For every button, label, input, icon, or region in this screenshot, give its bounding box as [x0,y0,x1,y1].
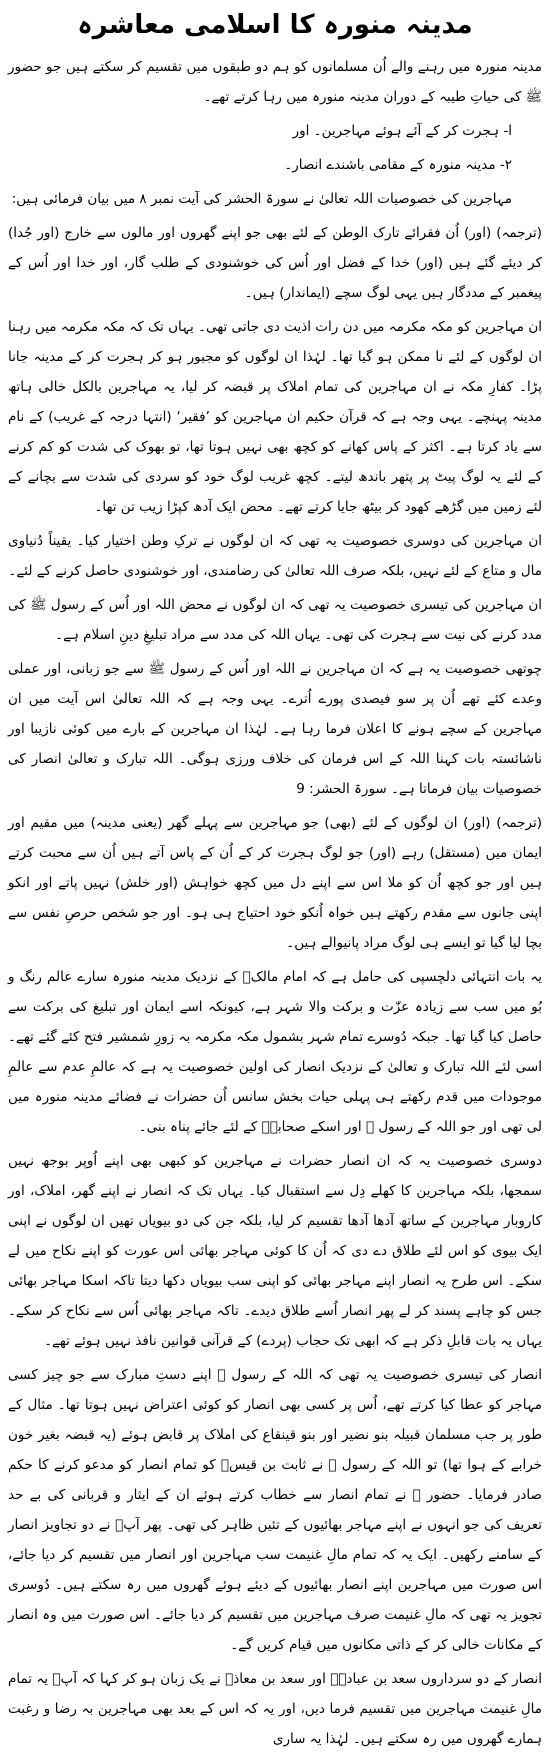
translation-al-hashr-9: (ترجمہ) (اور) ان لوگوں کے لئے (بھی) جو مہاجرین سے پہلے گھر (یعنی مدینہ) میں مقیم اور ایمان میں (مستقل) رہے (اور) جو لوگ ہجرت کر کے اُن کے پاس آتے ہیں اُن سے محبت کرتے ہیں اور جو کچھ اُن کو ملا اس سے اپنے دل میں کچھ خواہش (اور خلش) نہیں پاتے اور انکو اپنی جانوں سے مقدم رکھتے ہیں خواہ اُنکو خود احتیاج ہی ہو۔ اور جو شخص حرصِ نفس سے بچا لیا گیا تو ایسے ہی لوگ مراد پانیوالے ہیں۔ [8,815,542,951]
paragraph-second-trait: ان مہاجرین کی دوسری خصوصیت یہ تھی کہ ان لوگوں نے ترکِ وطن اختیار کیا۔ یقیناً دُنیاوی مال و متاع کے لئے نہیں، بلکہ صرف اللہ تعالیٰ کی رضامندی، اور خوشنودی حاصل کرنے کے لئے۔ [8,533,542,579]
list-item-muhajireen: ا- ہجرت کر کے آئے ہوئے مہاجرین۔ اور [292,123,512,139]
muhajireen-traits-intro: مہاجرین کی خصوصیات اللہ تعالیٰ نے سورۃ الحشر کی آیت نمبر ۸ میں بیان فرمائی ہیں: [11,191,512,207]
paragraph-ansar-second-trait: دوسری خصوصیت یہ کہ ان انصار حضرات نے مہاجرین کو کبھی بھی اپنے اُوپر بوجھ نہیں سمجھا، بلکہ مہاجرین کا کھلے دِل سے استقبال کیا۔ یہاں تک کہ انصار نے اپنے گھر، املاک، اور کاروبار مہاجرین کے ساتھ آدھا آدھا تقسیم کر لیا، بلکہ جن کی دو بیویاں تھیں ان لوگوں نے اپنی ایک بیوی کو اس لئے طلاق دے دی کہ اُن کا کوئی مہاجر بھائی اس عورت کو اپنے نکاح میں لے سکے۔ اس طرح یہ انصار اپنے مہاجر بھائی کو اپنی سب بیویاں دکھا دیتا تاکہ اسکا مہاجر بھائی جس کو چاہے پسند کر لے پھر انصار اُسے طلاق دیدے۔ تاکہ مہاجر بھائی اُس سے نکاح کر سکے۔ یہاں یہ بات قابلِ ذکر ہے کہ ابھی تک حجاب (پردے) کے قرآنی قوانین نافذ نہیں ہوئے تھے۔ [8,1153,542,1349]
intro-paragraph: مدینہ منورہ میں رہنے والے اُن مسلمانوں کو ہم دو طبقوں میں تقسیم کر سکتے ہیں جو حضور ﷺ کی حیاتِ طیبہ کے دوران مدینہ منورہ میں رہا کرتے تھے۔ [8,59,542,105]
paragraph-ansar-leaders: انصار کے دو سرداروں سعد بن عبادہؓ اور سعد بن معاذؓ نے یک زبان ہو کر کہا کہ آپؐ یہ تمام مالِ غنیمت مہاجرین میں تقسیم فرما دیں، اور یہ کہ اس کے بعد بھی مہاجرین بہ رضا و رغبت ہمارے گھروں میں رہ سکتے ہیں۔ لہٰذا یہ ساری [8,1671,542,1747]
list-item-ansar: ۲- مدینہ منورہ کے مقامی باشندے انصار۔ [284,157,512,173]
page-title: مدینہ منورہ کا اسلامی معاشرہ [77,10,473,40]
paragraph-madinah-virtue: یہ بات انتہائی دلچسپی کی حامل ہے کہ امام مالکؒ کے نزدیک مدینہ منورہ سارے عالم رنگ و بُو میں سب سے زیادہ عزّت و برکت والا شہر ہے، کیونکہ اسے ایمان اور تبلیغ کی برکت سے حاصل کیا گیا تھا۔ جبکہ دُوسرے تمام شہر بشمول مکہ مکرمہ بہ زورِ شمشیر فتح کئے گئے تھے۔ اسی لئے اللہ تبارک و تعالیٰ کے نزدیک انصار کی اولین خصوصیت یہ ہے کہ عالمِ عدم سے عالمِ موجودات میں قدم رکھتے ہی پہلی حیات بخش سانس اُن حضرات نے فضائے مدینہ منورہ میں لی تھی اور جو اللہ کے رسول ﷺ اور اسکے صحابہؓ کے لئے جائے پناہ بنی۔ [8,969,542,1135]
paragraph-ansar-third-trait: انصار کی تیسری خصوصیت یہ تھی کہ اللہ کے رسول ﷺ اپنے دستِ مبارک سے جو چیز کسی مہاجر کو عطا کیا کرتے تھے، اُس پر کسی بھی انصار کو کوئی اعتراض نہیں ہوتا تھا۔ مثال کے طور پر جب مسلمان قبیلہ بنو نضیر اور بنو قینقاع کی املاک پر قابض ہوئے (یہ قبضہ بغیر خون خرابے کے ہوا تھا) تو اللہ کے رسول ﷺ نے ثابت بن قیسؓ کو تمام انصار کو مدعو کرنے کا حکم صادر فرمایا۔ حضور ﷺ نے تمام انصار سے خطاب کرتے ہوئے ان کے ایثار و قربانی کی بے حد تعریف کی جو انہوں نے اپنے مہاجر بھائیوں کے تئیں ظاہر کی تھی۔ پھر آپؐ نے دو تجاویز انصار کے سامنے رکھیں۔ ایک یہ کہ تمام مالِ غنیمت سب مہاجرین اور انصار میں تقسیم کر دیا جائے، اس صورت میں مہاجرین اپنے انصار بھائیوں کے دیئے ہوئے گھروں میں رہ سکتے ہیں۔ دُوسری تجویز یہ تھی کہ مالِ غنیمت صرف مہاجرین میں تقسیم کر دیا جائے۔ اس صورت میں وہ انصار کے مکانات خالی کر کے ذاتی مکانوں میں قیام کریں گے۔ [8,1367,542,1653]
paragraph-fourth-trait: چوتھی خصوصیت یہ ہے کہ ان مہاجرین نے اللہ اور اُس کے رسول ﷺ سے جو زبانی، اور عملی وعدے کئے تھے اُن پر سو فیصدی پورے اُترے۔ یہی وجہ ہے کہ اللہ تعالیٰ اس آیت میں ان مہاجرین کے سچے ہونے کا اعلان فرما رہا ہے۔ لہٰذا ان مہاجرین کے بارے میں کوئی نازیبا اور ناشائستہ بات کہنا اللہ کے اس فرمان کی خلاف ورزی ہوگی۔ اللہ تبارک و تعالیٰ انصار کی خصوصیات بیان فرماتا ہے۔ سورۃ الحشر: 9 [8,661,542,797]
translation-al-hashr-8: (ترجمہ) (اور) اُن فقرائے تارک الوطن کے لئے بھی جو اپنے گھروں اور مالوں سے خارج (اور جُدا) کر دیئے گئے ہیں (اور) خدا کے فضل اور اُس کی خوشنودی کے طلب گار، اور خدا اور اُس کے پیغمبر کے مددگار ہیں یہی لوگ سچے (ایماندار) ہیں۔ [8,225,542,301]
paragraph-makkah-hardships: ان مہاجرین کو مکہ مکرمہ میں دن رات اذیت دی جاتی تھی۔ یہاں تک کہ مکہ مکرمہ میں رہنا ان لوگوں کے لئے نا ممکن ہو گیا تھا۔ لہٰذا ان لوگوں کو مجبور ہو کر ہجرت کر کے مدینہ جانا پڑا۔ کفارِ مکہ نے ان مہاجرین کی تمام املاک پر قبضہ کر لیا، یہ مہاجرین بالکل خالی ہاتھ مدینہ پہنچے۔ یہی وجہ ہے کہ قرآن حکیم ان مہاجرین کو ’فقیر‘ (انتہا درجہ کے غریب) کے نام سے یاد کرتا ہے۔ اکثر کے پاس کھانے کو کچھ بھی نہیں ہوتا تھا، تو بھوک کی شدت کو کم کرنے کے لئے یہ لوگ پیٹ پر پتھر باندھ لیتے۔ کچھ غریب لوگ خود کو سردی کی شدت سے بچانے کے لئے زمین میں گڑھے کھود کر بیٹھ جایا کرتے تھے۔ محض ایک آدھ کپڑا زیب تن تھا۔ [8,319,542,515]
paragraph-third-trait: ان مہاجرین کی تیسری خصوصیت یہ تھی کہ ان لوگوں نے محض اللہ اور اُس کے رسول ﷺ کی مدد کرنے کی نیت سے ہجرت کی تھی۔ یہاں اللہ کی مدد سے مراد تبلیغِ دینِ اسلام ہے۔ [8,597,542,643]
